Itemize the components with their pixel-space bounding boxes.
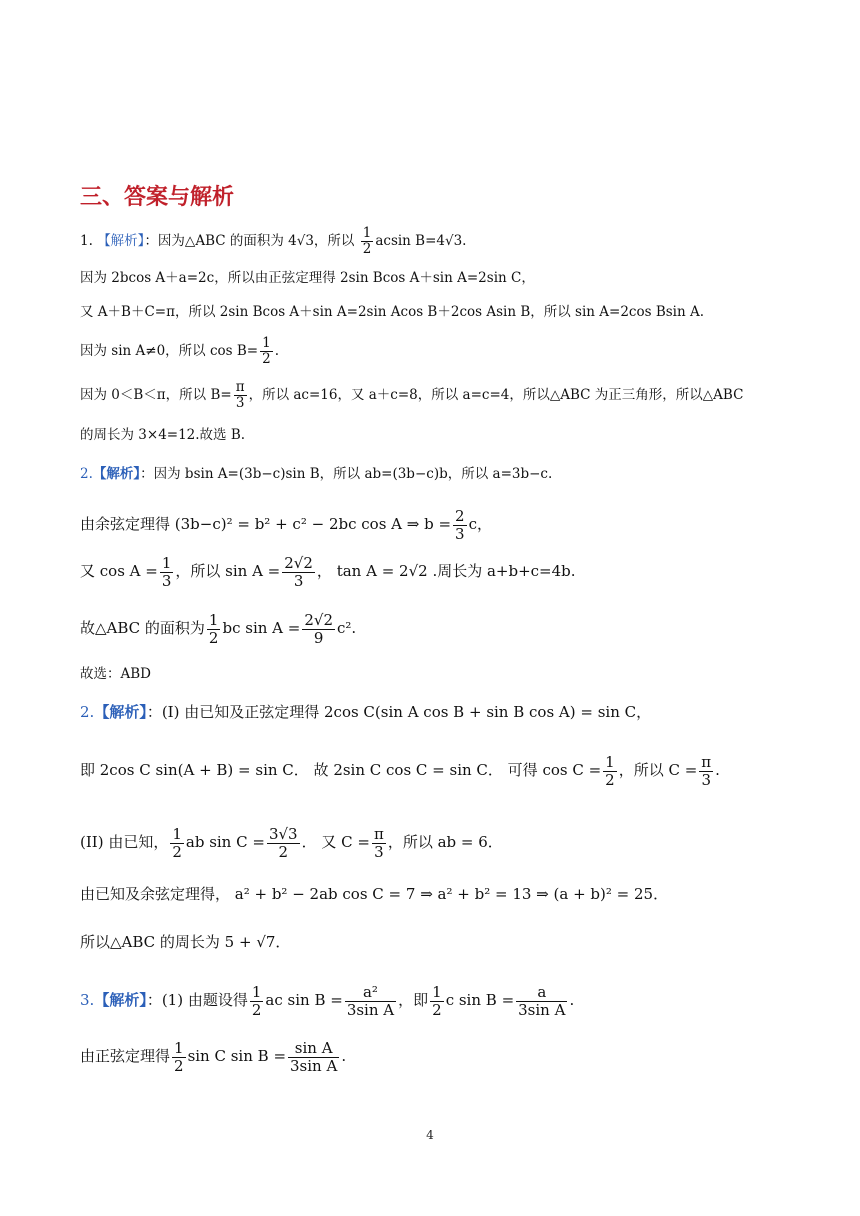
p3-frac-pi-3: $\frac{\pi}{3}$ (701, 753, 712, 789)
p2-l4-a: 故△ABC 的面积为 (80, 619, 205, 637)
p2-l3-c: ， tan A = 2√2 .周长为 a+b+c=4b. (316, 562, 576, 580)
p3-line-2 (80, 754, 720, 788)
p1-line-1 (80, 226, 466, 257)
p1-line-3: 又 A＋B＋C=π，所以 2sin Bcos A＋sin A=2sin Acos B＋2cos Asin B，所以 sin A=2cos Bsin A. (80, 304, 705, 320)
p4-frac-sinA-3sinA: $\frac{\text{sin A}}{\text{3sin A}}$ (290, 1039, 338, 1075)
p3-l3-c: ． 又 C = (301, 833, 370, 851)
p3-line-4: 由已知及余弦定理得， a² + b² − 2ab cos C = 7 ⇒ a² + b² = 13 ⇒ (a + b)² = 25． (80, 885, 669, 903)
p2-l1: ：因为 bsin A=(3b−c)sin B，所以 ab=(3b−c)b，所以 a=3b−c. (140, 466, 553, 482)
p2-l2-b: c， (468, 515, 492, 533)
p2-line-3 (80, 555, 576, 589)
section-title: 三、答案与解析 (80, 185, 235, 210)
p3-l2-b: ，所以 C = (618, 761, 698, 779)
p3-tag: 【解析】 (94, 703, 147, 721)
p4-l1-a: ：(1) 由题设得 (146, 991, 248, 1009)
p2-line-4 (80, 612, 356, 646)
p1-line-5 (80, 380, 743, 411)
p2-line-5: 故选：ABD (80, 666, 151, 682)
p4-line-2 (80, 1040, 346, 1074)
p4-frac-a2-3sinA: $\frac{\text{a²}}{\text{3sin A}}$ (346, 983, 395, 1019)
p3-l3-b: ab sin C = (185, 833, 265, 851)
page-number: 4 (426, 1128, 434, 1142)
p1-frac-half-2: $\frac{1}{2}$ (262, 335, 271, 367)
p2-l3-a: 又 cos A = (80, 562, 158, 580)
p3-frac-pi-3-2: $\frac{\pi}{3}$ (373, 825, 384, 861)
p2-frac-2sqrt2-9: $\frac{2√2}{9}$ (304, 611, 333, 647)
p4-l1-b: ac sin B = (265, 991, 343, 1009)
p2-frac-2sqrt2-3: $\frac{2√2}{3}$ (284, 554, 313, 590)
p4-frac-a-3sinA: $\frac{a}{\text{3sin A}}$ (518, 983, 566, 1019)
p1-number: 1. (80, 232, 93, 249)
p4-l2-a: 由正弦定理得 (80, 1047, 171, 1065)
p4-l1-c: ，即 (398, 991, 429, 1009)
p1-l4-text: 因为 sin A≠0，所以 cos B= (80, 342, 259, 359)
p3-l1: ：(I) 由已知及正弦定理得 2cos C(sin A cos B + sin B cos A) = sin C， (146, 703, 652, 721)
p2-line-1 (80, 464, 552, 484)
p2-number: 2. (80, 466, 93, 482)
p1-line-2: 因为 2bcos A＋a=2c，所以由正弦定理得 2sin Bcos A＋sin A=2sin C， (80, 270, 535, 286)
p4-frac-half-2: $\frac{1}{2}$ (432, 983, 442, 1019)
p2-l2-a: 由余弦定理得 (3b−c)² = b² + c² − 2bc cos A ⇒ b = (80, 515, 452, 533)
p1-l1-text: ：因为△ABC 的面积为 4√3，所以 (144, 232, 355, 249)
p1-frac-pi-3: $\frac{\pi}{3}$ (235, 379, 245, 411)
p4-l1-d: c sin B = (445, 991, 515, 1009)
p4-number: 3. (80, 991, 95, 1009)
p4-tag: 【解析】 (94, 991, 147, 1009)
p2-frac-2-3: $\frac{2}{3}$ (455, 507, 465, 543)
p2-tag: 【解析】 (92, 466, 141, 482)
p2-frac-1-3: $\frac{1}{3}$ (161, 554, 172, 590)
p4-frac-half: $\frac{1}{2}$ (251, 983, 262, 1019)
p3-frac-3sqrt3-2: $\frac{3√3}{2}$ (268, 825, 298, 861)
p3-l2-c: . (715, 761, 720, 779)
p1-frac-half: $\frac{1}{2}$ (362, 225, 372, 257)
p3-l2-a: 即 2cos C sin(A + B) = sin C． 故 2sin C cos C = sin C． 可得 cos C = (80, 761, 602, 779)
p3-line-5: 所以△ABC 的周长为 5 + √7． (80, 933, 291, 951)
p1-l5-b: ，所以 ac=16，又 a＋c=8，所以 a=c=4，所以△ABC 为正三角形，所以△ABC (248, 386, 744, 403)
p1-l1-tail: acsin B=4√3. (375, 232, 467, 249)
p3-number: 2. (80, 703, 95, 721)
p4-frac-half-3: $\frac{1}{2}$ (174, 1039, 184, 1075)
p3-line-1 (80, 702, 651, 722)
p3-l3-a: (II) 由已知， (80, 833, 169, 851)
p4-l2-b: sin C sin B = (187, 1047, 287, 1065)
p2-l4-b: bc sin A = (222, 619, 301, 637)
p3-frac-half-2: $\frac{1}{2}$ (172, 825, 182, 861)
p2-l4-c: c². (337, 619, 357, 637)
p1-line-6: 的周长为 3×4=12.故选 B. (80, 427, 246, 443)
p2-frac-half: $\frac{1}{2}$ (208, 611, 219, 647)
p2-line-2 (80, 508, 492, 542)
p1-line-4: 因为 sin A≠0，所以 cos B= $\frac{1}{2}$ . (80, 335, 279, 367)
p3-line-3 (80, 826, 503, 860)
p4-line-1: 3.【解析】：(1) 由题设得 $\frac{1}{2}$ ac sin B = $\frac{\text{a²}}{\text{3sin A}}$ ，即 $\frac{1}{2}$ c sin B = $\frac{a}{\text{3sin A}}$ . (80, 983, 575, 1019)
p3-frac-half: $\frac{1}{2}$ (605, 753, 615, 789)
p4-l2-c: . (341, 1047, 347, 1065)
p2-l3-b: ，所以 sin A = (175, 562, 281, 580)
p1-tag: 【解析】 (97, 232, 145, 249)
p3-l3-d: ，所以 ab = 6． (387, 833, 503, 851)
p1-l5-a: 因为 0＜B＜π，所以 B= (80, 386, 232, 403)
